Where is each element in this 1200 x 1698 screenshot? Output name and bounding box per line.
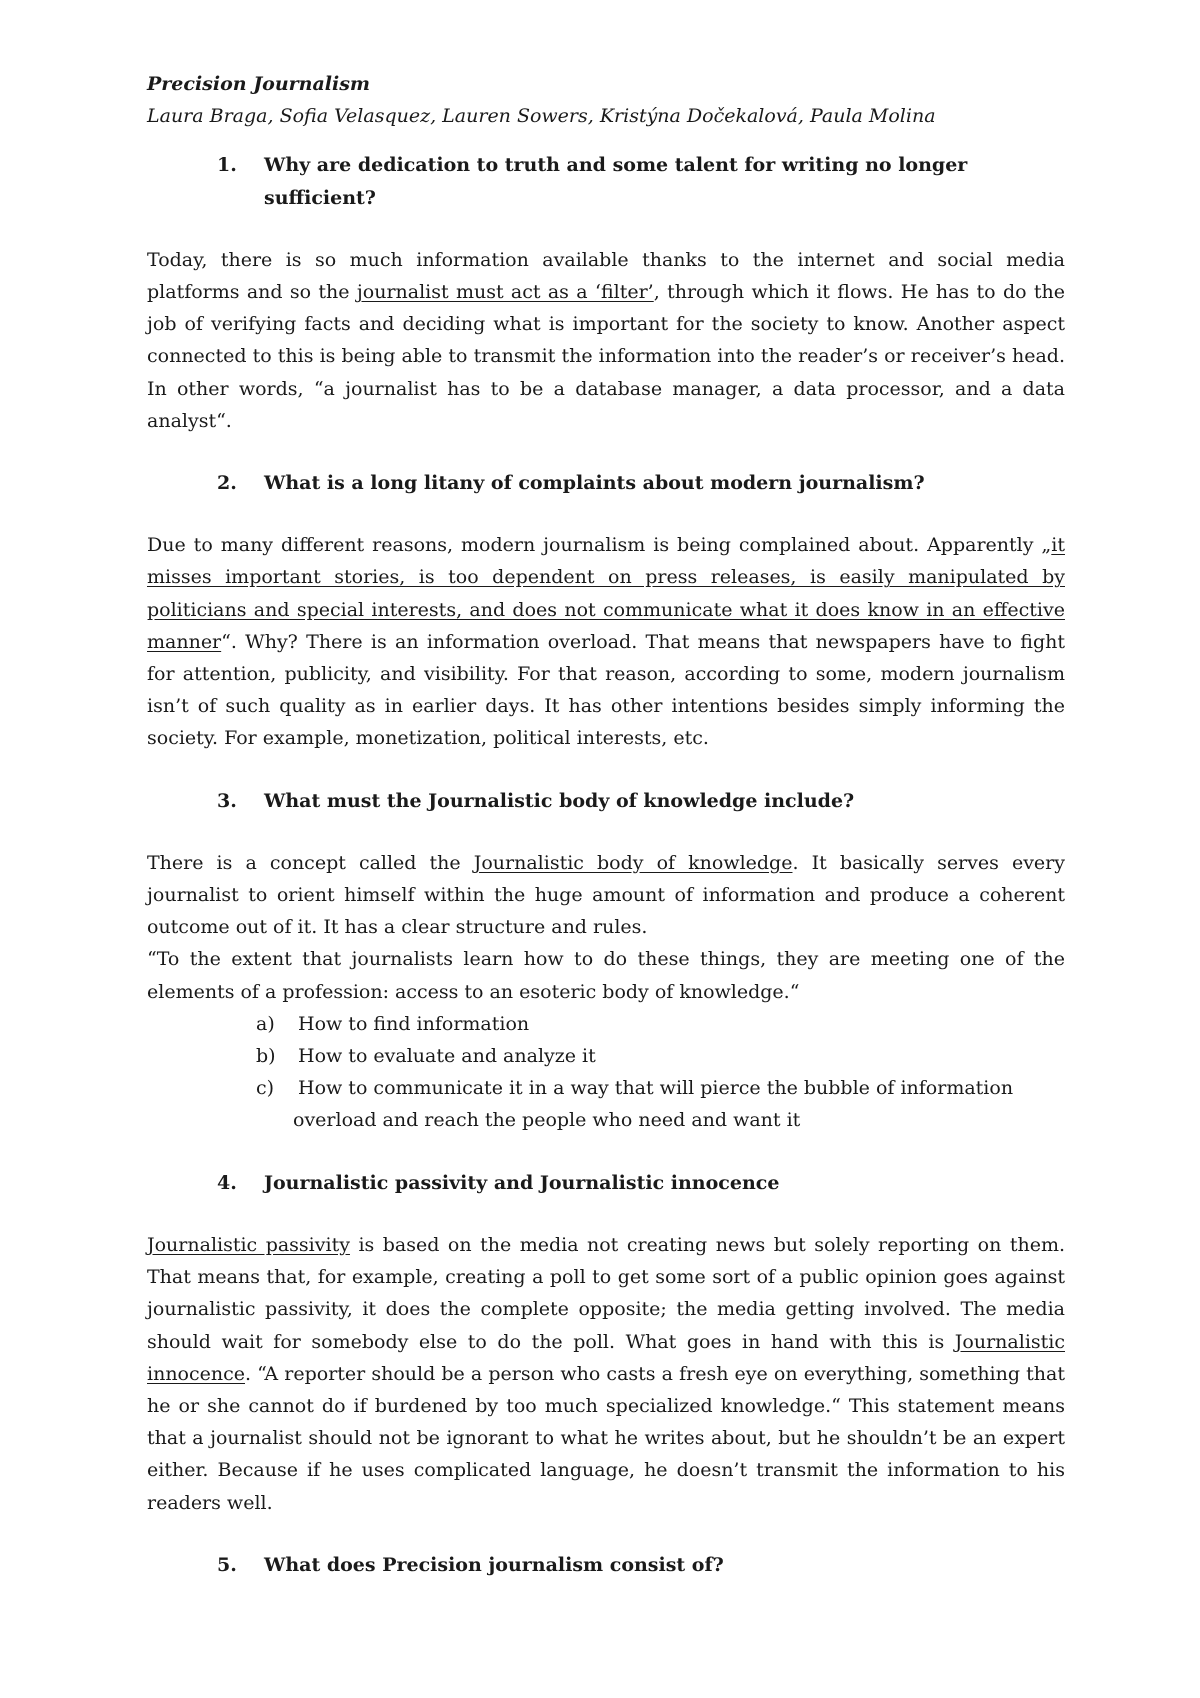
document-authors: Laura Braga, Sofia Velasquez, Lauren Sowers, Kristýna Dočekalová, Paula Molina [147,105,936,128]
section-5-heading [147,1549,1065,1581]
section-1-paragraph [147,244,1065,437]
document-body [147,68,1065,1581]
list-marker: b) [256,1045,276,1068]
list-item-text: How to evaluate and analyze it [298,1045,596,1068]
list-marker: c) [256,1077,275,1100]
text-run: , through which it flows. He has to do the job of verifying facts and deciding what is important for the society to know. Another aspect connected to this is being able to transmit the information into the reader’s or receiver’s head. In other words, “a journalist has to be a database manager, a data processor, and a data analyst“. [147,281,1065,432]
list-item-text: How to communicate it in a way that will pierce the bubble of information [298,1077,1014,1100]
text-run: “. Why? There is an information overload. That means that newspapers have to fight for attention, publicity, and visibility. For that reason, according to some, modern journalism isn’t of such quality as in earlier days. It has other intentions besides simply informing the society. For example, monetization, political interests, etc. [147,630,1065,750]
underlined-phrase: Journalistic passivity [147,1233,350,1256]
section-5-number: 5. [217,1553,237,1576]
section-1-number: 1. [217,154,237,177]
text-run: There is a concept called the [147,851,474,874]
list-item [147,1040,1065,1072]
text-run: . It basically serves every journalist to orient himself within the huge amount of information and produce a coherent outcome out of it. It has a clear structure and rules. [147,851,1065,939]
section-4-number: 4. [217,1171,237,1194]
underlined-phrase: it misses important stories, is too dependent on press releases, is easily manipulated by politicians and special interests, and does not communicate what it does know in an effective manner [147,534,1065,653]
list-item-text: How to find information [298,1012,530,1035]
underlined-phrase: Journalistic innocence [147,1330,1065,1385]
text-run: . “A reporter should be a person who casts a fresh eye on everything, something that he or she cannot do if burdened by too much specialized knowledge.“ This statement means that a journalist should not be ignorant to what he writes about, but he shouldn’t be an expert either. Because if he uses complicated language, he doesn’t transmit the information to his readers well. [147,1362,1065,1514]
section-4-heading [147,1167,1065,1199]
section-5-heading-text: What does Precision journalism consist of? [264,1553,724,1576]
list-item [147,1072,1065,1136]
knowledge-list [147,1008,1065,1137]
section-2-paragraph [147,529,1065,754]
list-item-text-continued: overload and reach the people who need and want it [293,1109,801,1132]
list-item [147,1008,1065,1040]
text-run: Due to many different reasons, modern journalism is being complained about. Apparently „ [147,534,1052,557]
text-run: is based on the media not creating news but solely reporting on them. That means that, for example, creating a poll to get some sort of a public opinion goes against journalistic passivity, it does the complete opposite; the media getting involved. The media should wait for somebody else to do the poll. What goes in hand with this is [147,1233,1066,1353]
list-marker: a) [256,1012,275,1035]
section-2-heading-text: What is a long litany of complaints about modern journalism? [264,472,925,495]
section-1-heading-text: Why are dedication to truth and some talent for writing no longer sufficient? [264,154,968,209]
section-3-heading [147,785,1065,817]
section-2-heading [147,467,1065,499]
section-4-heading-text: Journalistic passivity and Journalistic innocence [264,1171,780,1194]
underlined-phrase: journalist must act as a ‘filter’ [356,281,654,304]
section-4-paragraph [147,1229,1065,1519]
document-title: Precision Journalism [147,73,371,95]
section-3-paragraph [147,847,1065,944]
section-3-heading-text: What must the Journalistic body of knowledge include? [264,789,855,812]
section-3-number: 3. [217,789,237,812]
section-2-number: 2. [217,472,237,495]
underlined-phrase: Journalistic body of knowledge [473,851,793,874]
section-1-heading [147,149,1065,213]
text-run: Today, there is so much information available thanks to the internet and social media platforms and so the [147,248,1065,304]
section-3-quote: “To the extent that journalists learn how to do these things, they are meeting one of the elements of a profession: access to an esoteric body of knowledge.“ [147,948,1065,1003]
